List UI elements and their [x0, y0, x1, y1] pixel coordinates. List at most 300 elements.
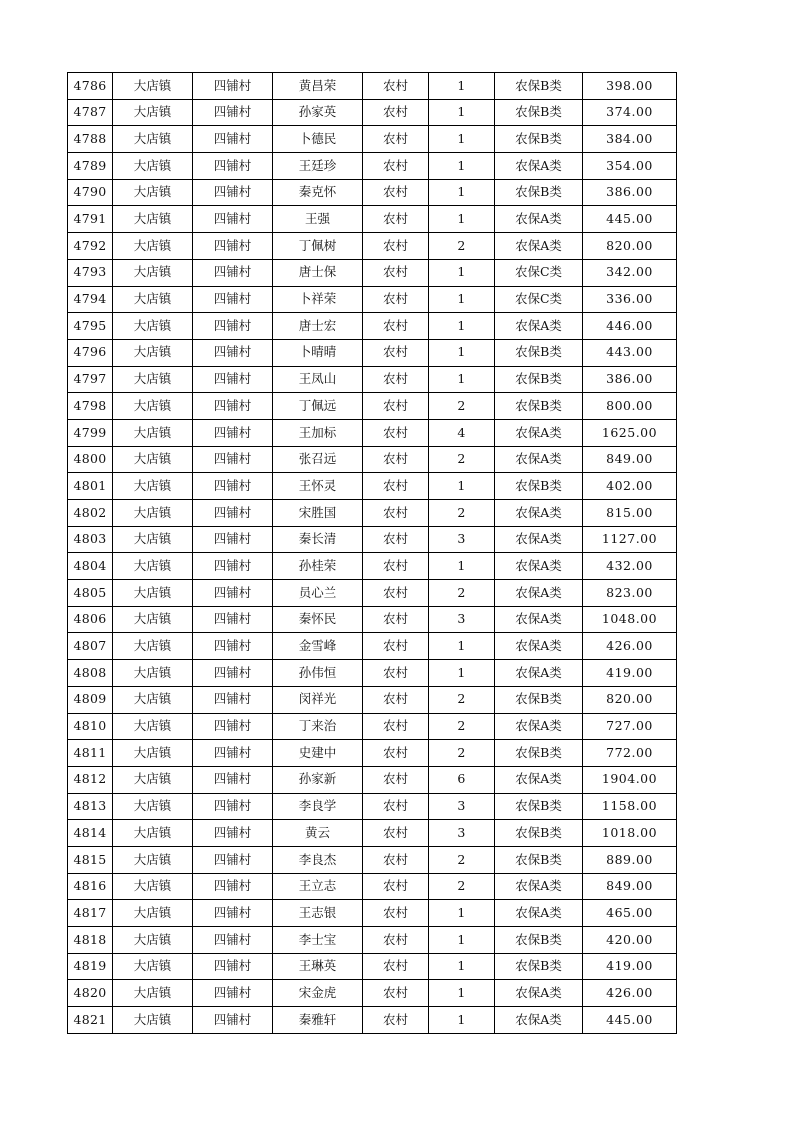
row-number-cell: 4813 [68, 793, 113, 820]
insurance-category-cell: 农保B类 [495, 99, 583, 126]
amount-cell: 823.00 [583, 580, 677, 607]
area-type-cell: 农村 [363, 873, 429, 900]
row-number-cell: 4815 [68, 846, 113, 873]
area-type-cell: 农村 [363, 793, 429, 820]
table-row [68, 73, 677, 100]
area-type-cell: 农村 [363, 339, 429, 366]
person-name-cell: 史建中 [273, 740, 363, 767]
area-type-cell: 农村 [363, 633, 429, 660]
table-row [68, 259, 677, 286]
household-count-cell: 1 [429, 179, 495, 206]
row-number-cell: 4801 [68, 473, 113, 500]
village-cell: 四铺村 [193, 419, 273, 446]
town-cell: 大店镇 [113, 446, 193, 473]
insurance-category-cell: 农保B类 [495, 473, 583, 500]
area-type-cell: 农村 [363, 206, 429, 233]
row-number-cell: 4797 [68, 366, 113, 393]
amount-cell: 445.00 [583, 206, 677, 233]
insurance-category-cell: 农保A类 [495, 1007, 583, 1034]
table-row [68, 580, 677, 607]
row-number-cell: 4786 [68, 73, 113, 100]
village-cell: 四铺村 [193, 580, 273, 607]
insurance-category-cell: 农保C类 [495, 286, 583, 313]
household-count-cell: 1 [429, 980, 495, 1007]
village-cell: 四铺村 [193, 846, 273, 873]
person-name-cell: 王凤山 [273, 366, 363, 393]
insurance-category-cell: 农保A类 [495, 766, 583, 793]
insurance-category-cell: 农保A类 [495, 419, 583, 446]
table-row [68, 1007, 677, 1034]
person-name-cell: 丁佩树 [273, 233, 363, 260]
town-cell: 大店镇 [113, 606, 193, 633]
person-name-cell: 秦雅轩 [273, 1007, 363, 1034]
area-type-cell: 农村 [363, 846, 429, 873]
person-name-cell: 唐士保 [273, 259, 363, 286]
area-type-cell: 农村 [363, 473, 429, 500]
town-cell: 大店镇 [113, 793, 193, 820]
table-row [68, 233, 677, 260]
insurance-category-cell: 农保B类 [495, 126, 583, 153]
town-cell: 大店镇 [113, 73, 193, 100]
row-number-cell: 4792 [68, 233, 113, 260]
row-number-cell: 4804 [68, 553, 113, 580]
person-name-cell: 秦怀民 [273, 606, 363, 633]
town-cell: 大店镇 [113, 259, 193, 286]
area-type-cell: 农村 [363, 313, 429, 340]
area-type-cell: 农村 [363, 686, 429, 713]
town-cell: 大店镇 [113, 339, 193, 366]
area-type-cell: 农村 [363, 820, 429, 847]
row-number-cell: 4794 [68, 286, 113, 313]
town-cell: 大店镇 [113, 1007, 193, 1034]
amount-cell: 849.00 [583, 873, 677, 900]
amount-cell: 419.00 [583, 660, 677, 687]
row-number-cell: 4809 [68, 686, 113, 713]
village-cell: 四铺村 [193, 553, 273, 580]
table-row [68, 286, 677, 313]
insurance-category-cell: 农保A类 [495, 900, 583, 927]
person-name-cell: 黄昌荣 [273, 73, 363, 100]
person-name-cell: 王廷珍 [273, 153, 363, 180]
amount-cell: 1018.00 [583, 820, 677, 847]
amount-cell: 1904.00 [583, 766, 677, 793]
village-cell: 四铺村 [193, 259, 273, 286]
table-row [68, 927, 677, 954]
table-row [68, 446, 677, 473]
person-name-cell: 王怀灵 [273, 473, 363, 500]
person-name-cell: 秦克怀 [273, 179, 363, 206]
table-row [68, 313, 677, 340]
town-cell: 大店镇 [113, 126, 193, 153]
area-type-cell: 农村 [363, 553, 429, 580]
person-name-cell: 卜德民 [273, 126, 363, 153]
insurance-category-cell: 农保B类 [495, 73, 583, 100]
area-type-cell: 农村 [363, 259, 429, 286]
area-type-cell: 农村 [363, 660, 429, 687]
person-name-cell: 孙桂荣 [273, 553, 363, 580]
village-cell: 四铺村 [193, 980, 273, 1007]
village-cell: 四铺村 [193, 820, 273, 847]
person-name-cell: 秦长清 [273, 526, 363, 553]
household-count-cell: 2 [429, 580, 495, 607]
amount-cell: 1158.00 [583, 793, 677, 820]
town-cell: 大店镇 [113, 286, 193, 313]
row-number-cell: 4821 [68, 1007, 113, 1034]
household-count-cell: 2 [429, 233, 495, 260]
insurance-category-cell: 农保A类 [495, 313, 583, 340]
area-type-cell: 农村 [363, 740, 429, 767]
village-cell: 四铺村 [193, 1007, 273, 1034]
table-row [68, 179, 677, 206]
household-count-cell: 1 [429, 206, 495, 233]
village-cell: 四铺村 [193, 473, 273, 500]
amount-cell: 815.00 [583, 500, 677, 527]
person-name-cell: 李良杰 [273, 846, 363, 873]
table-row [68, 473, 677, 500]
village-cell: 四铺村 [193, 366, 273, 393]
area-type-cell: 农村 [363, 393, 429, 420]
row-number-cell: 4816 [68, 873, 113, 900]
table-row [68, 953, 677, 980]
town-cell: 大店镇 [113, 233, 193, 260]
table-row [68, 206, 677, 233]
row-number-cell: 4817 [68, 900, 113, 927]
person-name-cell: 宋胜国 [273, 500, 363, 527]
village-cell: 四铺村 [193, 393, 273, 420]
amount-cell: 849.00 [583, 446, 677, 473]
town-cell: 大店镇 [113, 206, 193, 233]
village-cell: 四铺村 [193, 233, 273, 260]
village-cell: 四铺村 [193, 206, 273, 233]
household-count-cell: 1 [429, 99, 495, 126]
village-cell: 四铺村 [193, 179, 273, 206]
table-row [68, 766, 677, 793]
person-name-cell: 王立志 [273, 873, 363, 900]
insurance-category-cell: 农保B类 [495, 393, 583, 420]
person-name-cell: 王强 [273, 206, 363, 233]
household-count-cell: 3 [429, 820, 495, 847]
area-type-cell: 农村 [363, 927, 429, 954]
village-cell: 四铺村 [193, 73, 273, 100]
row-number-cell: 4787 [68, 99, 113, 126]
village-cell: 四铺村 [193, 713, 273, 740]
household-count-cell: 2 [429, 686, 495, 713]
town-cell: 大店镇 [113, 766, 193, 793]
household-count-cell: 1 [429, 900, 495, 927]
area-type-cell: 农村 [363, 1007, 429, 1034]
insurance-category-cell: 农保B类 [495, 740, 583, 767]
household-count-cell: 4 [429, 419, 495, 446]
village-cell: 四铺村 [193, 873, 273, 900]
person-name-cell: 员心兰 [273, 580, 363, 607]
table-row [68, 713, 677, 740]
amount-cell: 426.00 [583, 980, 677, 1007]
household-count-cell: 1 [429, 73, 495, 100]
household-count-cell: 2 [429, 873, 495, 900]
amount-cell: 386.00 [583, 366, 677, 393]
table-row [68, 606, 677, 633]
town-cell: 大店镇 [113, 927, 193, 954]
amount-cell: 820.00 [583, 233, 677, 260]
area-type-cell: 农村 [363, 606, 429, 633]
area-type-cell: 农村 [363, 713, 429, 740]
person-name-cell: 金雪峰 [273, 633, 363, 660]
area-type-cell: 农村 [363, 73, 429, 100]
table-row [68, 366, 677, 393]
person-name-cell: 唐士宏 [273, 313, 363, 340]
row-number-cell: 4798 [68, 393, 113, 420]
table-row [68, 99, 677, 126]
table-row [68, 660, 677, 687]
amount-cell: 432.00 [583, 553, 677, 580]
person-name-cell: 李士宝 [273, 927, 363, 954]
row-number-cell: 4818 [68, 927, 113, 954]
row-number-cell: 4793 [68, 259, 113, 286]
village-cell: 四铺村 [193, 633, 273, 660]
town-cell: 大店镇 [113, 419, 193, 446]
amount-cell: 420.00 [583, 927, 677, 954]
row-number-cell: 4803 [68, 526, 113, 553]
household-count-cell: 1 [429, 313, 495, 340]
row-number-cell: 4810 [68, 713, 113, 740]
household-count-cell: 3 [429, 793, 495, 820]
row-number-cell: 4819 [68, 953, 113, 980]
amount-cell: 398.00 [583, 73, 677, 100]
amount-cell: 820.00 [583, 686, 677, 713]
row-number-cell: 4800 [68, 446, 113, 473]
household-count-cell: 3 [429, 606, 495, 633]
household-count-cell: 6 [429, 766, 495, 793]
area-type-cell: 农村 [363, 766, 429, 793]
town-cell: 大店镇 [113, 686, 193, 713]
area-type-cell: 农村 [363, 526, 429, 553]
person-name-cell: 孙家新 [273, 766, 363, 793]
area-type-cell: 农村 [363, 580, 429, 607]
table-row [68, 339, 677, 366]
household-count-cell: 3 [429, 526, 495, 553]
household-count-cell: 1 [429, 473, 495, 500]
town-cell: 大店镇 [113, 660, 193, 687]
household-count-cell: 2 [429, 740, 495, 767]
household-count-cell: 1 [429, 660, 495, 687]
amount-cell: 419.00 [583, 953, 677, 980]
household-count-cell: 1 [429, 286, 495, 313]
insurance-category-cell: 农保A类 [495, 713, 583, 740]
village-cell: 四铺村 [193, 793, 273, 820]
area-type-cell: 农村 [363, 99, 429, 126]
row-number-cell: 4808 [68, 660, 113, 687]
town-cell: 大店镇 [113, 553, 193, 580]
row-number-cell: 4814 [68, 820, 113, 847]
town-cell: 大店镇 [113, 500, 193, 527]
town-cell: 大店镇 [113, 953, 193, 980]
town-cell: 大店镇 [113, 526, 193, 553]
amount-cell: 1127.00 [583, 526, 677, 553]
row-number-cell: 4806 [68, 606, 113, 633]
row-number-cell: 4796 [68, 339, 113, 366]
household-count-cell: 1 [429, 633, 495, 660]
area-type-cell: 农村 [363, 179, 429, 206]
town-cell: 大店镇 [113, 393, 193, 420]
person-name-cell: 王志银 [273, 900, 363, 927]
amount-cell: 386.00 [583, 179, 677, 206]
person-name-cell: 孙家英 [273, 99, 363, 126]
table-row [68, 793, 677, 820]
household-count-cell: 1 [429, 953, 495, 980]
table-row [68, 633, 677, 660]
insurance-category-cell: 农保A类 [495, 660, 583, 687]
village-cell: 四铺村 [193, 660, 273, 687]
row-number-cell: 4789 [68, 153, 113, 180]
amount-cell: 1048.00 [583, 606, 677, 633]
person-name-cell: 卜晴晴 [273, 339, 363, 366]
person-name-cell: 丁佩远 [273, 393, 363, 420]
insurance-category-cell: 农保C类 [495, 259, 583, 286]
insurance-category-cell: 农保A类 [495, 980, 583, 1007]
insurance-category-cell: 农保B类 [495, 820, 583, 847]
amount-cell: 384.00 [583, 126, 677, 153]
table-row [68, 820, 677, 847]
insurance-category-cell: 农保A类 [495, 633, 583, 660]
person-name-cell: 黄云 [273, 820, 363, 847]
amount-cell: 443.00 [583, 339, 677, 366]
row-number-cell: 4811 [68, 740, 113, 767]
person-name-cell: 丁来治 [273, 713, 363, 740]
village-cell: 四铺村 [193, 286, 273, 313]
town-cell: 大店镇 [113, 633, 193, 660]
amount-cell: 889.00 [583, 846, 677, 873]
amount-cell: 426.00 [583, 633, 677, 660]
amount-cell: 342.00 [583, 259, 677, 286]
table-row [68, 526, 677, 553]
row-number-cell: 4795 [68, 313, 113, 340]
person-name-cell: 李良学 [273, 793, 363, 820]
village-cell: 四铺村 [193, 900, 273, 927]
household-count-cell: 1 [429, 927, 495, 954]
insurance-category-cell: 农保A类 [495, 580, 583, 607]
household-count-cell: 2 [429, 393, 495, 420]
town-cell: 大店镇 [113, 366, 193, 393]
insurance-category-cell: 农保B类 [495, 927, 583, 954]
table-row [68, 846, 677, 873]
table-row [68, 686, 677, 713]
table-row [68, 393, 677, 420]
row-number-cell: 4799 [68, 419, 113, 446]
town-cell: 大店镇 [113, 99, 193, 126]
village-cell: 四铺村 [193, 99, 273, 126]
town-cell: 大店镇 [113, 900, 193, 927]
row-number-cell: 4791 [68, 206, 113, 233]
household-count-cell: 1 [429, 553, 495, 580]
household-count-cell: 2 [429, 446, 495, 473]
person-name-cell: 宋金虎 [273, 980, 363, 1007]
insurance-category-cell: 农保A类 [495, 553, 583, 580]
household-count-cell: 2 [429, 500, 495, 527]
amount-cell: 465.00 [583, 900, 677, 927]
person-name-cell: 卜祥荣 [273, 286, 363, 313]
town-cell: 大店镇 [113, 153, 193, 180]
area-type-cell: 农村 [363, 419, 429, 446]
village-cell: 四铺村 [193, 313, 273, 340]
person-name-cell: 王琳英 [273, 953, 363, 980]
table-row [68, 419, 677, 446]
village-cell: 四铺村 [193, 339, 273, 366]
insurance-category-cell: 农保B类 [495, 793, 583, 820]
table-row [68, 153, 677, 180]
insurance-category-cell: 农保A类 [495, 526, 583, 553]
town-cell: 大店镇 [113, 846, 193, 873]
village-cell: 四铺村 [193, 953, 273, 980]
village-cell: 四铺村 [193, 766, 273, 793]
town-cell: 大店镇 [113, 873, 193, 900]
table-body [68, 73, 677, 1034]
area-type-cell: 农村 [363, 900, 429, 927]
row-number-cell: 4805 [68, 580, 113, 607]
town-cell: 大店镇 [113, 580, 193, 607]
insurance-category-cell: 农保B类 [495, 846, 583, 873]
village-cell: 四铺村 [193, 500, 273, 527]
insurance-category-cell: 农保B类 [495, 686, 583, 713]
person-name-cell: 孙伟恒 [273, 660, 363, 687]
area-type-cell: 农村 [363, 366, 429, 393]
row-number-cell: 4812 [68, 766, 113, 793]
subsidy-table [67, 72, 677, 1034]
insurance-category-cell: 农保A类 [495, 606, 583, 633]
village-cell: 四铺村 [193, 606, 273, 633]
amount-cell: 1625.00 [583, 419, 677, 446]
village-cell: 四铺村 [193, 686, 273, 713]
table-row [68, 900, 677, 927]
row-number-cell: 4788 [68, 126, 113, 153]
person-name-cell: 张召远 [273, 446, 363, 473]
town-cell: 大店镇 [113, 313, 193, 340]
area-type-cell: 农村 [363, 980, 429, 1007]
town-cell: 大店镇 [113, 713, 193, 740]
insurance-category-cell: 农保A类 [495, 873, 583, 900]
village-cell: 四铺村 [193, 446, 273, 473]
area-type-cell: 农村 [363, 500, 429, 527]
village-cell: 四铺村 [193, 927, 273, 954]
insurance-category-cell: 农保A类 [495, 446, 583, 473]
insurance-category-cell: 农保A类 [495, 206, 583, 233]
amount-cell: 374.00 [583, 99, 677, 126]
insurance-category-cell: 农保B类 [495, 339, 583, 366]
amount-cell: 772.00 [583, 740, 677, 767]
amount-cell: 800.00 [583, 393, 677, 420]
town-cell: 大店镇 [113, 179, 193, 206]
area-type-cell: 农村 [363, 286, 429, 313]
insurance-category-cell: 农保B类 [495, 366, 583, 393]
row-number-cell: 4790 [68, 179, 113, 206]
amount-cell: 336.00 [583, 286, 677, 313]
insurance-category-cell: 农保B类 [495, 953, 583, 980]
household-count-cell: 2 [429, 713, 495, 740]
town-cell: 大店镇 [113, 980, 193, 1007]
household-count-cell: 1 [429, 259, 495, 286]
household-count-cell: 2 [429, 846, 495, 873]
amount-cell: 402.00 [583, 473, 677, 500]
area-type-cell: 农村 [363, 953, 429, 980]
village-cell: 四铺村 [193, 126, 273, 153]
town-cell: 大店镇 [113, 740, 193, 767]
area-type-cell: 农村 [363, 233, 429, 260]
household-count-cell: 1 [429, 126, 495, 153]
person-name-cell: 闵祥光 [273, 686, 363, 713]
amount-cell: 446.00 [583, 313, 677, 340]
table-row [68, 980, 677, 1007]
insurance-category-cell: 农保A类 [495, 233, 583, 260]
village-cell: 四铺村 [193, 153, 273, 180]
